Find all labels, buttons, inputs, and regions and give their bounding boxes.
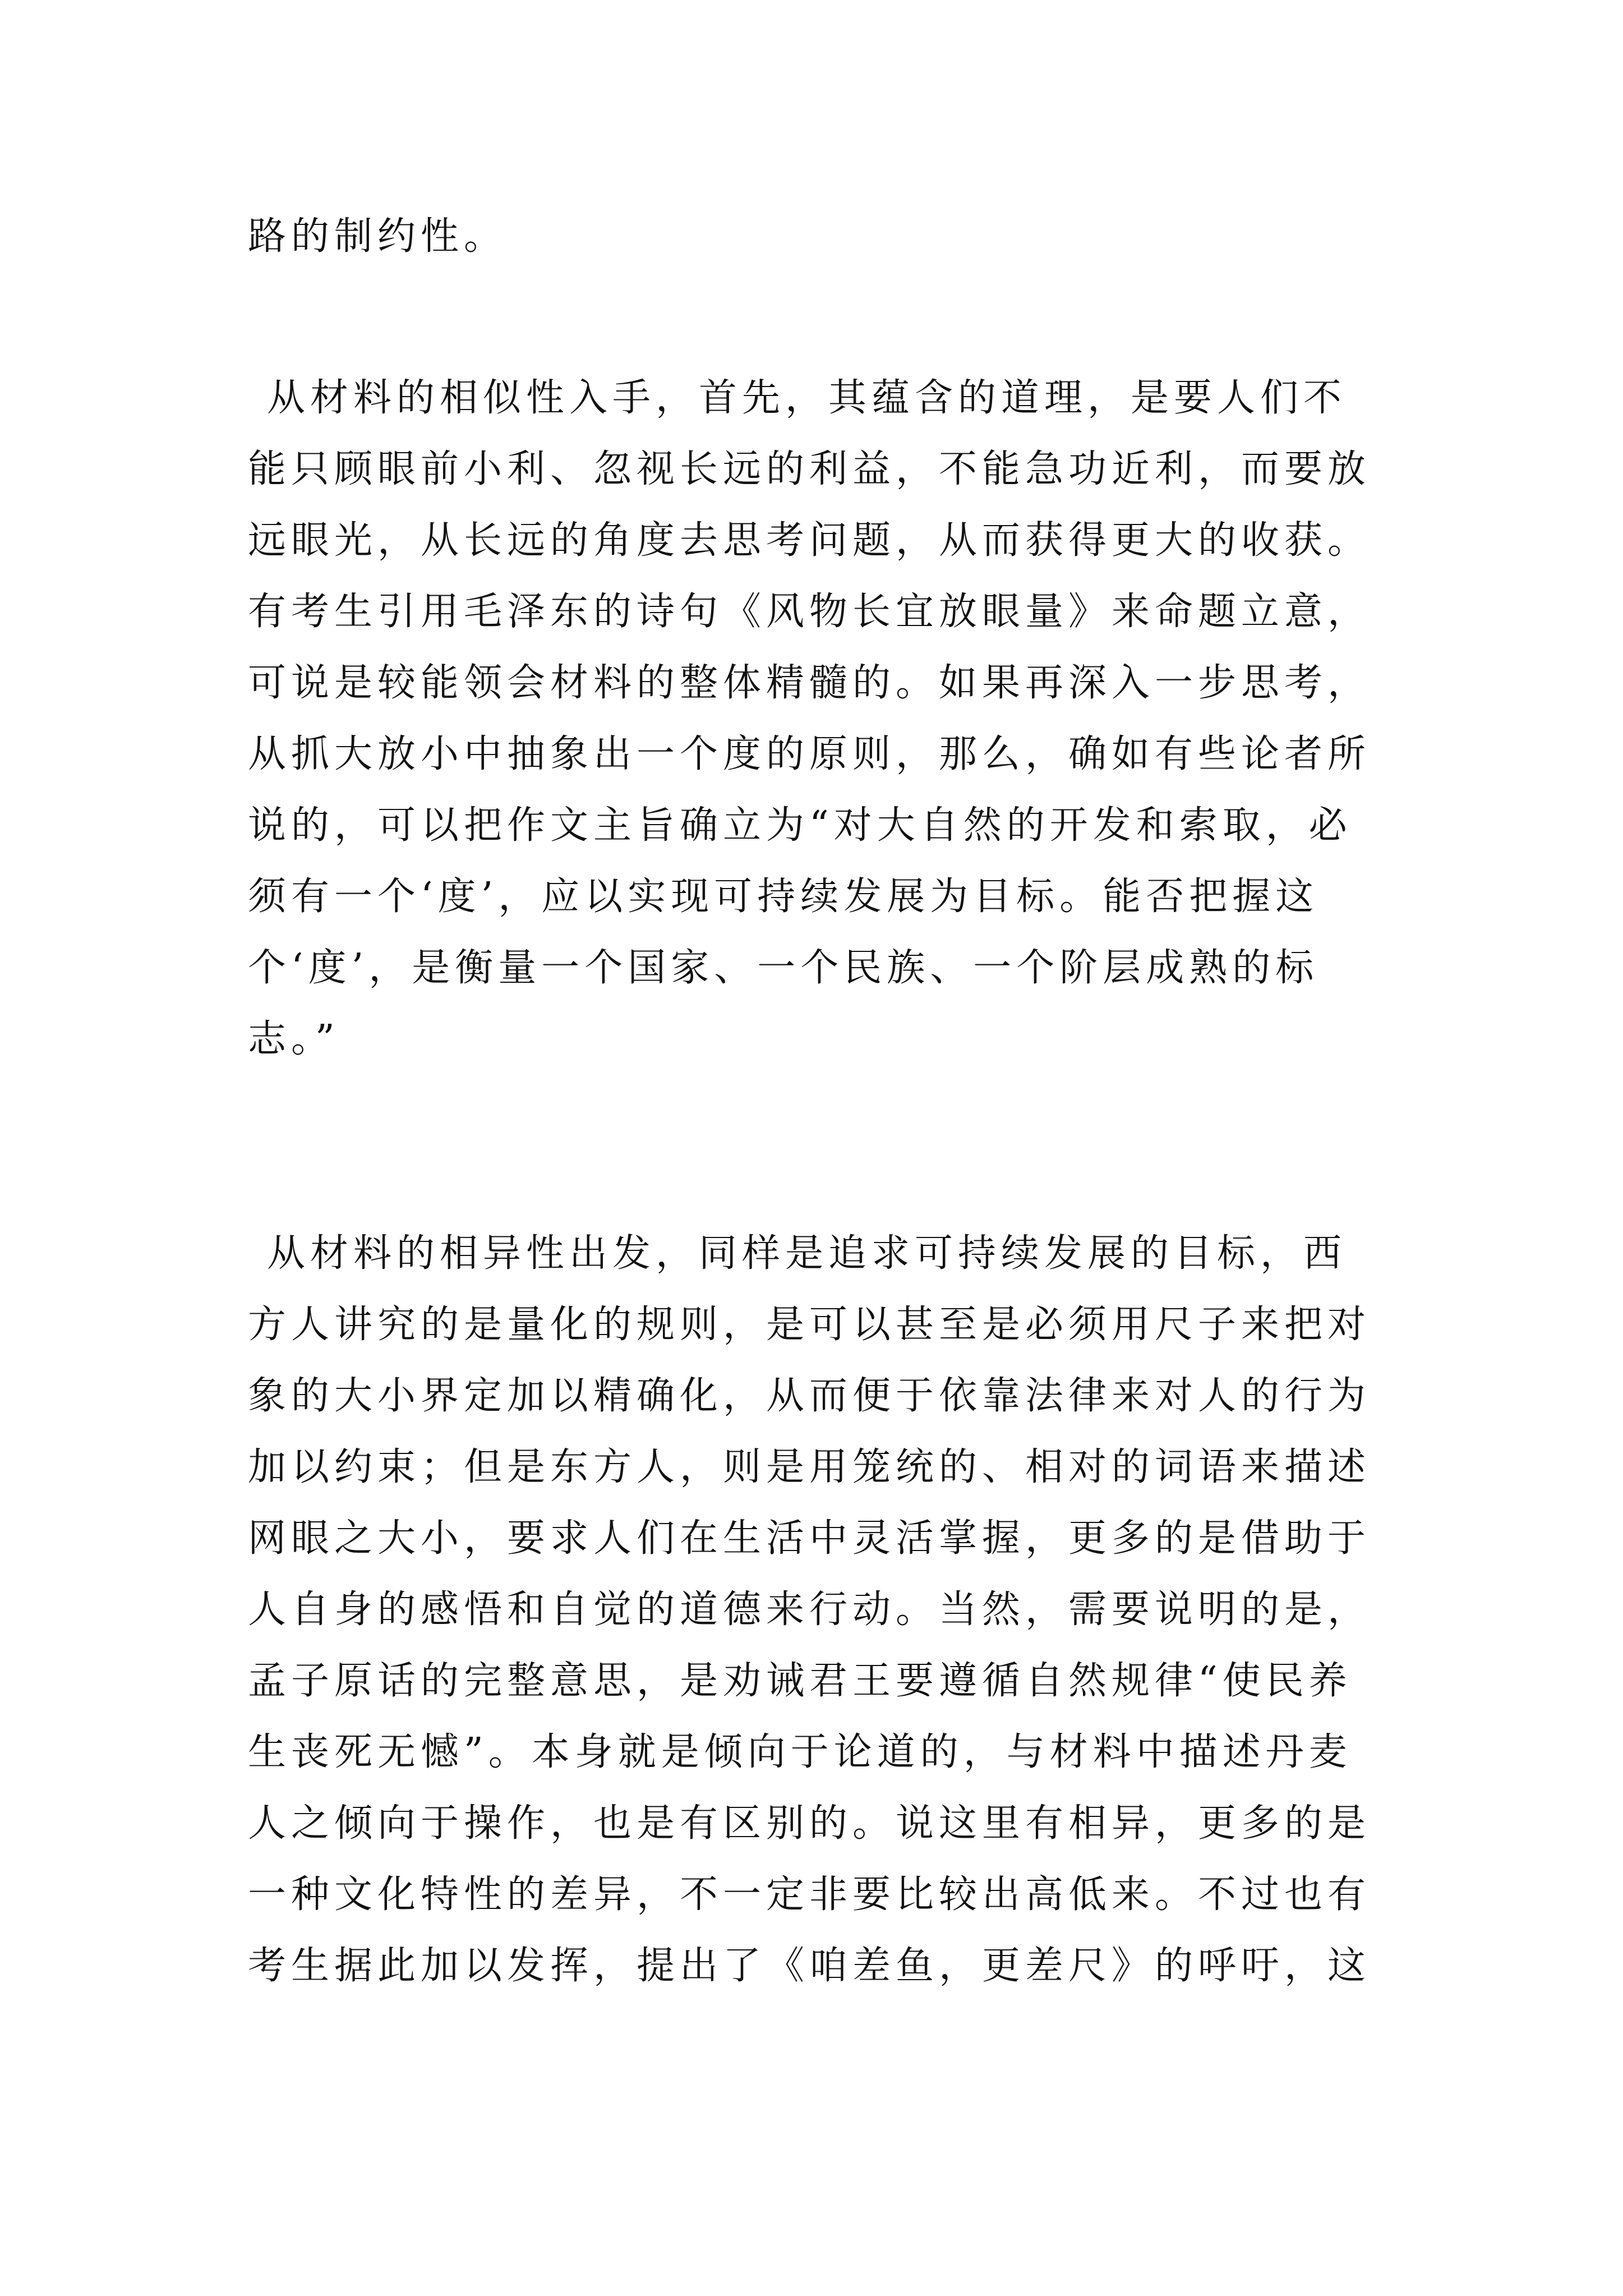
text-line: 远眼光，从长远的角度去思考问题，从而获得更大的收获。 — [248, 518, 1371, 563]
text-line: 可说是较能领会材料的整体精髓的。如果再深入一步思考， — [248, 661, 1371, 705]
text-line: 路的制约性。 — [248, 214, 508, 259]
text-line: 象的大小界定加以精确化，从而便于依靠法律来对人的行为 — [248, 1374, 1371, 1418]
text-line: 从抓大放小中抽象出一个度的原则，那么，确如有些论者所 — [248, 732, 1371, 776]
text-line: 能只顾眼前小利、忽视长远的利益，不能急功近利，而要放 — [248, 447, 1371, 491]
paragraph-continuation — [248, 201, 1392, 272]
text-line: 从材料的相似性入手，首先，其蕴含的道理，是要人们不 — [267, 376, 1347, 420]
text-line: 孟子原话的完整意思，是劝诫君王要遵循自然规律“使民养 — [248, 1659, 1352, 1703]
text-line: 个‘度’，是衡量一个国家、一个民族、一个阶层成熟的标 — [248, 946, 1319, 990]
text-line: 生丧死无憾”。本身就是倾向于论道的，与材料中描述丹麦 — [248, 1730, 1352, 1774]
text-line: 人自身的感悟和自觉的道德来行动。当然，需要说明的是， — [248, 1588, 1371, 1632]
text-line: 考生据此加以发挥，提出了《咱差鱼，更差尺》的呼吁，这 — [248, 1944, 1371, 1988]
text-line: 加以约束；但是东方人，则是用笼统的、相对的词语来描述 — [248, 1445, 1371, 1489]
text-line: 人之倾向于操作，也是有区别的。说这里有相异，更多的是 — [248, 1801, 1371, 1846]
paragraph-similarity — [248, 362, 1392, 1075]
text-line: 须有一个‘度’，应以实现可持续发展为目标。能否把握这 — [248, 875, 1319, 919]
text-line: 网眼之大小，要求人们在生活中灵活掌握，更多的是借助于 — [248, 1516, 1371, 1561]
paragraph-difference — [248, 1218, 1392, 2001]
text-line: 志。” — [248, 1017, 340, 1061]
text-line: 方人讲究的是量化的规则，是可以甚至是必须用尺子来把对 — [248, 1303, 1371, 1347]
text-line: 从材料的相异性出发，同样是追求可持续发展的目标，西 — [267, 1231, 1347, 1276]
text-line: 一种文化特性的差异，不一定非要比较出高低来。不过也有 — [248, 1872, 1371, 1917]
text-line: 有考生引用毛泽东的诗句《风物长宜放眼量》来命题立意， — [248, 590, 1371, 634]
text-line: 说的，可以把作文主旨确立为“对大自然的开发和索取，必 — [248, 803, 1352, 848]
